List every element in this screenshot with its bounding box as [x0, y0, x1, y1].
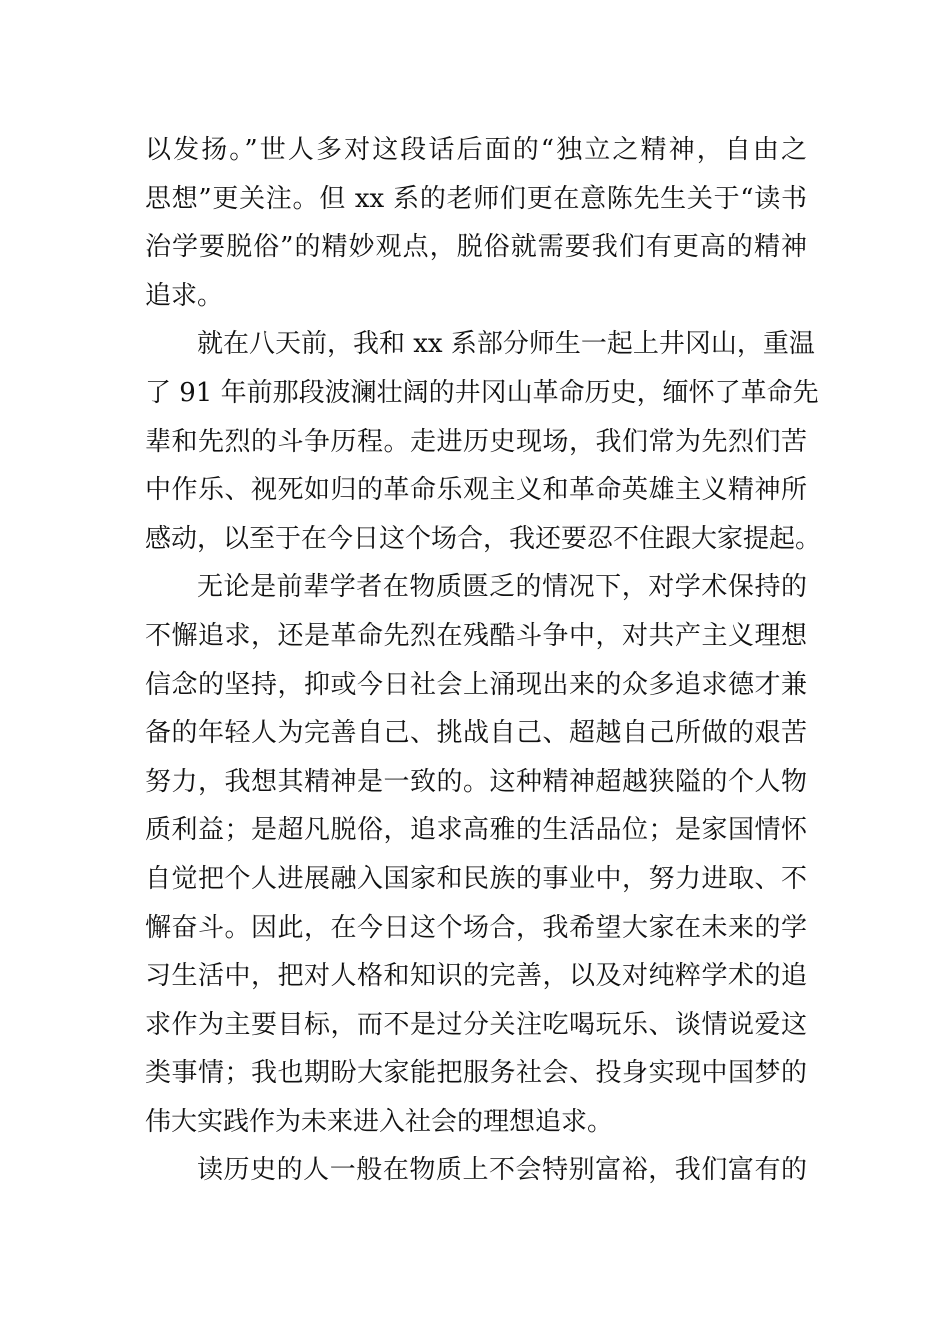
paragraph-2-line-5: 感动，以至于在今日这个场合，我还要忍不住跟大家提起。 [145, 523, 822, 554]
paragraph-4-line-1: 读历史的人一般在物质上不会特别富裕，我们富有的 [197, 1155, 807, 1186]
paragraph-3-line-2: 不懈追求，还是革命先烈在残酷斗争中，对共产主义理想 [145, 620, 807, 651]
paragraph-2-line-3: 辈和先烈的斗争历程。走进历史现场，我们常为先烈们苦 [145, 426, 807, 457]
paragraph-3-line-6: 质利益；是超凡脱俗，追求高雅的生活品位；是家国情怀 [145, 815, 807, 846]
paragraph-3-line-12: 伟大实践作为未来进入社会的理想追求。 [145, 1106, 614, 1137]
document-body [145, 126, 822, 1195]
paragraph-1-line-2: 思想”更关注。但 xx 系的老师们更在意陈先生关于“读书 [145, 183, 807, 214]
paragraph-3-line-5: 努力，我想其精神是一致的。这种精神超越狭隘的个人物 [145, 766, 807, 797]
paragraph-3-line-9: 习生活中，把对人格和知识的完善，以及对纯粹学术的追 [145, 961, 807, 992]
paragraph-3-line-11: 类事情；我也期盼大家能把服务社会、投身实现中国梦的 [145, 1058, 807, 1089]
paragraph-3-line-1: 无论是前辈学者在物质匮乏的情况下，对学术保持的 [197, 572, 807, 603]
paragraph-3-line-8: 懈奋斗。因此，在今日这个场合，我希望大家在未来的学 [145, 912, 807, 943]
paragraph-3-line-7: 自觉把个人进展融入国家和民族的事业中，努力进取、不 [145, 863, 807, 894]
paragraph-3-line-4: 备的年轻人为完善自己、挑战自己、超越自己所做的艰苦 [145, 718, 807, 749]
paragraph-2-line-2: 了 91 年前那段波澜壮阔的井冈山革命历史，缅怀了革命先 [145, 377, 819, 408]
paragraph-1-line-4: 追求。 [145, 280, 224, 311]
paragraph-2-line-4: 中作乐、视死如归的革命乐观主义和革命英雄主义精神所 [145, 475, 807, 506]
paragraph-3-line-3: 信念的坚持，抑或今日社会上涌现出来的众多追求德才兼 [145, 669, 807, 700]
paragraph-1-line-3: 治学要脱俗”的精妙观点，脱俗就需要我们有更高的精神 [145, 232, 807, 263]
paragraph-1-line-1: 以发扬。”世人多对这段话后面的“独立之精神，自由之 [145, 135, 807, 165]
paragraph-3-line-10: 求作为主要目标，而不是过分关注吃喝玩乐、谈情说爱这 [145, 1009, 807, 1040]
paragraph-2-line-1: 就在八天前，我和 xx 系部分师生一起上井冈山，重温 [197, 329, 815, 360]
